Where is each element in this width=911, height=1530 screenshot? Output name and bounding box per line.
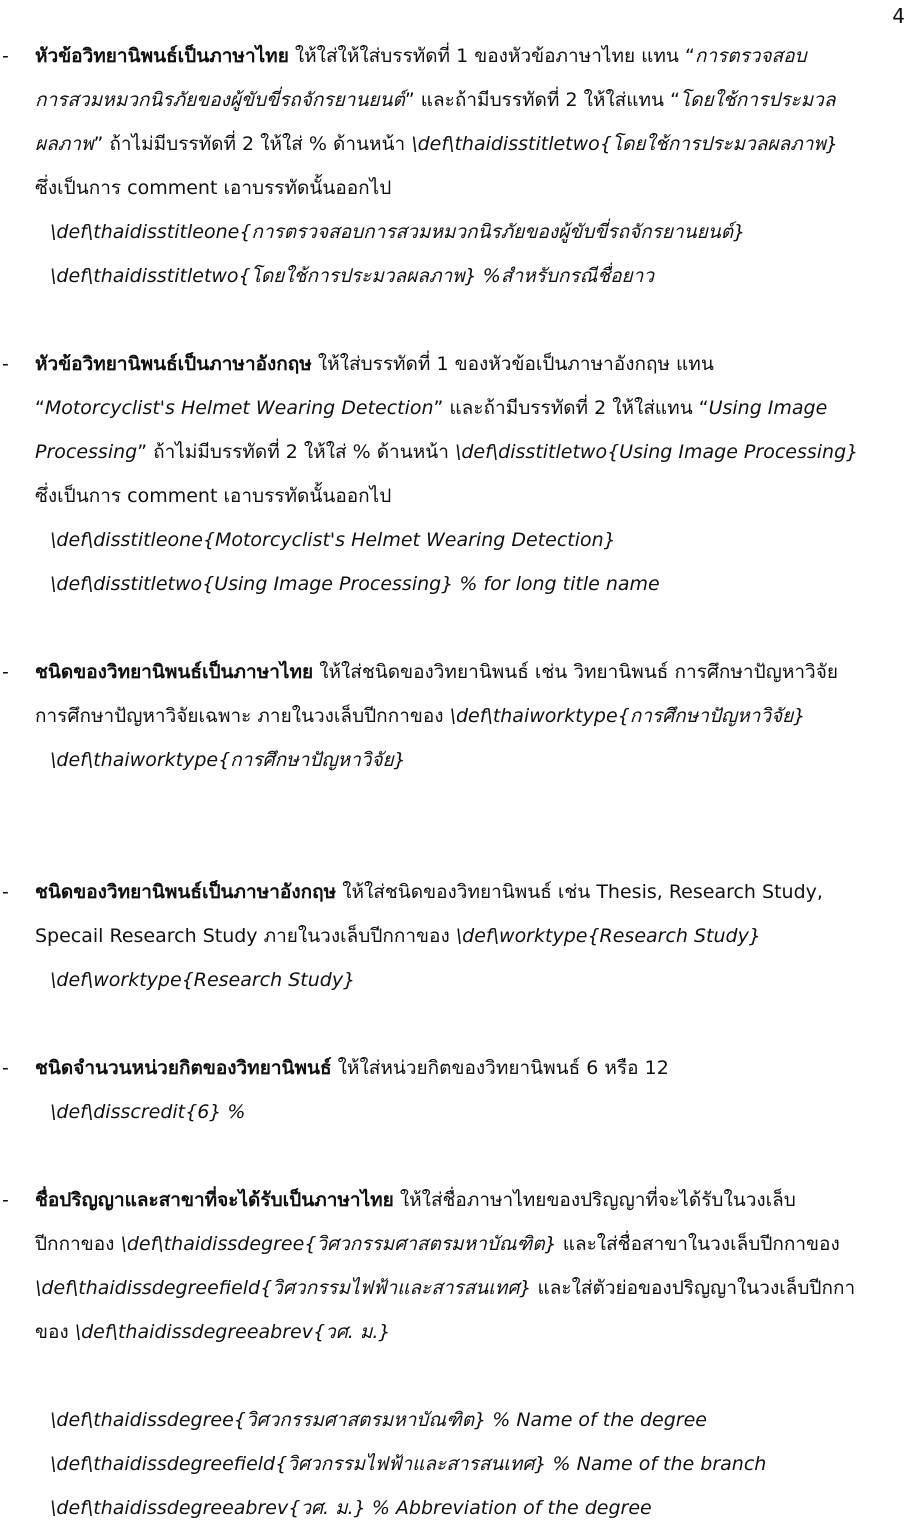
text: ของ xyxy=(35,1321,75,1343)
text: และใส่ชื่อสาขาในวงเล็บปีกกาของ xyxy=(556,1233,840,1255)
inline-code: \def\thaidissdegreeabrev{วศ. ม.} xyxy=(74,1321,391,1343)
para-line xyxy=(0,694,911,738)
italic-text: ผลภาพ xyxy=(35,133,94,155)
section-heading: ชนิดของวิทยานิพนธ์เป็นภาษาอังกฤษ xyxy=(35,881,337,903)
bullet-line xyxy=(0,1046,911,1090)
bullet-line xyxy=(0,1178,911,1222)
inline-code: \def\thaidissdegreefield{วิศวกรรมไฟฟ้าและสารสนเทศ} xyxy=(35,1277,532,1299)
para-line xyxy=(0,430,911,474)
text: ปีกกาของ xyxy=(35,1233,121,1255)
text: ” และถ้ามีบรรทัดที่ 2 ให้ใส่แทน “ xyxy=(404,89,680,111)
text: ให้ใส่หน่วยกิตของวิทยานิพนธ์ 6 หรือ 12 xyxy=(337,1057,669,1079)
section-heading: ชนิดของวิทยานิพนธ์เป็นภาษาไทย xyxy=(35,661,314,683)
para-line xyxy=(0,1310,911,1354)
inline-code: \def\thaiworktype{การศึกษาปัญหาวิจัย} xyxy=(449,705,806,727)
italic-text: Using Image xyxy=(708,397,828,419)
bullet-dash: - xyxy=(2,881,9,903)
code-line: \def\thaiworktype{การศึกษาปัญหาวิจัย} xyxy=(50,749,406,771)
inline-code: \def\disstitletwo{Using Image Processing} xyxy=(454,441,859,463)
section-heading: ชนิดจำนวนหน่วยกิตของวิทยานิพนธ์ xyxy=(35,1057,332,1079)
text: ซึ่งเป็นการ comment เอาบรรทัดนั้นออกไป xyxy=(35,485,392,507)
inline-code: \def\thaidissdegree{วิศวกรรมศาสตรมหาบัณฑิต} xyxy=(120,1233,557,1255)
code-line: \def\disstitleone{Motorcyclist's Helmet Wearing Detection} xyxy=(50,529,616,551)
para-line xyxy=(0,166,911,210)
code-line: \def\disscredit{6} % xyxy=(50,1101,246,1123)
para-line xyxy=(0,914,911,958)
inline-code: \def\thaidisstitletwo{โดยใช้การประมวลผลภาพ} xyxy=(411,133,838,155)
text: ” ถ้าไม่มีบรรทัดที่ 2 ให้ใส่ % ด้านหน้า xyxy=(93,133,412,155)
text: Specail Research Study ภายในวงเล็บปีกกาของ xyxy=(35,925,456,947)
para-line xyxy=(0,474,911,518)
section-heading: ชื่อปริญญาและสาขาที่จะได้รับเป็นภาษาไทย xyxy=(35,1189,394,1211)
text: ซึ่งเป็นการ comment เอาบรรทัดนั้นออกไป xyxy=(35,177,392,199)
section-heading: หัวข้อวิทยานิพนธ์เป็นภาษาไทย xyxy=(35,45,289,67)
text: ให้ใส่บรรทัดที่ 1 ของหัวข้อเป็นภาษาอังกฤษ แทน xyxy=(317,353,714,375)
text: ” และถ้ามีบรรทัดที่ 2 ให้ใส่แทน “ xyxy=(433,397,709,419)
section-credit xyxy=(0,1046,911,1134)
para-line xyxy=(0,78,911,122)
para-line xyxy=(0,122,911,166)
code-line: \def\thaidisstitletwo{โดยใช้การประมวลผลภาพ} %สำหรับกรณีชื่อยาว xyxy=(50,265,655,287)
italic-text: การสวมหมวกนิรภัยของผู้ขับขี่รถจักรยานยนต์ xyxy=(35,89,405,111)
para-line xyxy=(0,1222,911,1266)
bullet-dash: - xyxy=(2,45,9,67)
text: ให้ใส่ชนิดของวิทยานิพนธ์ เช่น วิทยานิพนธ์ การศึกษาปัญหาวิจัย xyxy=(319,661,838,683)
italic-text: การตรวจสอบ xyxy=(694,45,807,67)
text: ” ถ้าไม่มีบรรทัดที่ 2 ให้ใส่ % ด้านหน้า xyxy=(137,441,455,463)
italic-text: Processing xyxy=(35,441,138,463)
section-heading: หัวข้อวิทยานิพนธ์เป็นภาษาอังกฤษ xyxy=(35,353,312,375)
code-line: \def\thaidissdegree{วิศวกรรมศาสตรมหาบัณฑิต} % Name of the degree xyxy=(50,1409,707,1431)
text: และใส่ตัวย่อของปริญญาในวงเล็บปีกกา xyxy=(531,1277,856,1299)
code-line: \def\thaidissdegreefield{วิศวกรรมไฟฟ้าและสารสนเทศ} % Name of the branch xyxy=(50,1453,767,1475)
code-line: \def\thaidisstitleone{การตรวจสอบการสวมหมวกนิรภัยของผู้ขับขี่รถจักรยานยนต์} xyxy=(50,221,746,243)
section-thai-title xyxy=(0,34,911,298)
italic-text: Motorcyclist's Helmet Wearing Detection xyxy=(44,397,434,419)
document-body xyxy=(0,34,911,1530)
inline-code: \def\worktype{Research Study} xyxy=(455,925,761,947)
text: “ xyxy=(35,397,45,419)
code-line: \def\thaidissdegreeabrev{วศ. ม.} % Abbreviation of the degree xyxy=(50,1497,652,1519)
page-number: 4 xyxy=(892,4,905,28)
bullet-dash: - xyxy=(2,661,9,683)
bullet-dash: - xyxy=(2,1189,9,1211)
text: ให้ใส่ชนิดของวิทยานิพนธ์ เช่น Thesis, Research Study, xyxy=(342,881,823,903)
para-line xyxy=(0,1266,911,1310)
text: ให้ใส่ชื่อภาษาไทยของปริญญาที่จะได้รับในวงเล็บ xyxy=(399,1189,796,1211)
italic-text: โดยใช้การประมวล xyxy=(679,89,836,111)
section-english-title xyxy=(0,342,911,606)
para-line xyxy=(0,386,911,430)
text: การศึกษาปัญหาวิจัยเฉพาะ ภายในวงเล็บปีกกาของ xyxy=(35,705,450,727)
bullet-dash: - xyxy=(2,353,9,375)
section-thai-worktype xyxy=(0,650,911,782)
code-line: \def\disstitletwo{Using Image Processing} % for long title name xyxy=(50,573,660,595)
bullet-line xyxy=(0,650,911,694)
code-line: \def\worktype{Research Study} xyxy=(50,969,356,991)
bullet-line xyxy=(0,34,911,78)
bullet-dash: - xyxy=(2,1057,9,1079)
text: ให้ใส่ให้ใส่บรรทัดที่ 1 ของหัวข้อภาษาไทย แทน “ xyxy=(294,45,695,67)
bullet-line xyxy=(0,870,911,914)
section-english-worktype xyxy=(0,870,911,1002)
section-thai-degree xyxy=(0,1178,911,1530)
bullet-line xyxy=(0,342,911,386)
